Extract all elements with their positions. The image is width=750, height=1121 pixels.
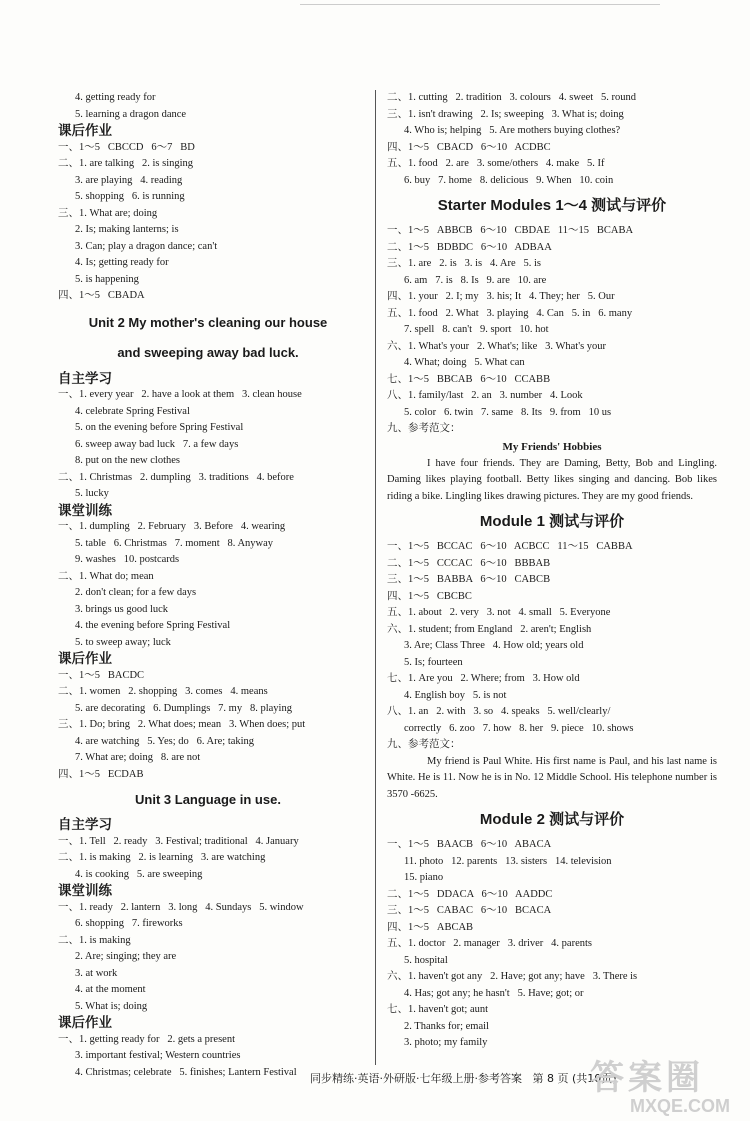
answer-line: 二、1. are talking 2. is singing: [58, 158, 194, 169]
answer-line: 7. spell 8. can't 9. sport 10. hot: [404, 324, 549, 335]
answer-line: 5. to sweep away; luck: [75, 636, 171, 648]
section-heading: 课后作业: [58, 651, 112, 666]
answer-line: 五、1. about 2. very 3. not 4. small 5. Everyone: [387, 607, 611, 618]
answer-line: 六、1. student; from England 2. aren't; English: [387, 623, 592, 635]
answer-line: 六、1. haven't got any 2. Have; got any; have 3. There is: [387, 971, 638, 982]
answer-line: 4. English boy 5. is not: [404, 689, 507, 701]
answer-line: 6. shopping 7. fireworks: [75, 918, 183, 929]
answer-line: 3. at work: [75, 967, 118, 979]
answer-line: 4. are watching 5. Yes; do 6. Are; taking: [75, 735, 255, 747]
section-heading: 课堂训练: [58, 883, 112, 898]
answer-line: 四、1～5 CBACD 6～10 ACDBC: [387, 141, 551, 153]
answer-line: 5. shopping 6. is running: [75, 191, 185, 202]
answer-line: 5. lucky: [75, 488, 109, 499]
answer-line: 3. photo; my family: [404, 1037, 488, 1048]
answer-line: 6. am 7. is 8. Is 9. are 10. are: [404, 274, 547, 286]
answer-line: 4. celebrate Spring Festival: [75, 405, 190, 417]
answer-line: 八、1. family/last 2. an 3. number 4. Look: [387, 390, 583, 401]
answer-line: 四、1～5 CBADA: [58, 290, 145, 301]
answer-line: 5. What is; doing: [75, 1000, 148, 1012]
section-heading: 课堂训练: [58, 502, 112, 518]
left-column: [58, 90, 358, 1081]
essay-paragraph: I have four friends. They are Daming, Betty, Bob and Lingling. Daming likes playing football. Betty likes singing and dancing. Bob likes riding a bike. Lingling likes drawing pictures. They are my good friends.: [387, 457, 717, 502]
answer-line: 四、1. your 2. I; my 3. his; It 4. They; her 5. Our: [387, 291, 615, 302]
answer-line: 5. color 6. twin 7. same 8. Its 9. from 10 us: [404, 406, 612, 418]
answer-line: 4. the evening before Spring Festival: [75, 620, 231, 631]
answer-line: 七、1. haven't got; aunt: [387, 1004, 489, 1015]
answer-line: 4. Christmas; celebrate 5. finishes; Lantern Festival: [75, 1066, 297, 1078]
answer-line: 三、1. Do; bring 2. What does; mean 3. When does; put: [58, 719, 306, 730]
section-heading: 课后作业: [58, 1015, 112, 1030]
answer-line: 三、1～5 CABAC 6～10 BCACA: [387, 905, 552, 916]
unit-title-line: and sweeping away bad luck.: [117, 344, 299, 360]
answer-line: 4. is cooking 5. are sweeping: [75, 868, 203, 880]
answer-line: 四、1～5 CBCBC: [387, 590, 472, 602]
answer-line: 五、1. food 2. What 3. playing 4. Can 5. in 6. many: [387, 307, 633, 319]
answer-line: 9. washes 10. postcards: [75, 554, 180, 565]
watermark-url: MXQE.COM: [629, 1096, 730, 1116]
module-title: Starter Modules 1～4 测试与评价: [437, 197, 667, 214]
answer-line: 3. Can; play a dragon dance; can't: [75, 240, 218, 252]
answer-line: 一、1～5 BCCAC 6～10 ACBCC 11～15 CABBA: [387, 541, 633, 552]
answer-line: 7. What are; doing 8. are not: [75, 752, 201, 763]
section-heading: 课后作业: [58, 123, 112, 138]
watermark-logo: [590, 1060, 730, 1118]
answer-line: 二、1. women 2. shopping 3. comes 4. means: [58, 686, 268, 697]
watermark-text: 答案圈: [590, 1059, 704, 1097]
section-heading: 自主学习: [58, 817, 112, 832]
answer-line: 4. getting ready for: [75, 92, 156, 103]
answer-line: 2. Is; making lanterns; is: [75, 224, 179, 235]
answer-line: 5. on the evening before Spring Festival: [75, 422, 244, 433]
answer-line: 3. are playing 4. reading: [75, 174, 183, 186]
answer-line: 三、1～5 BABBA 6～10 CABCB: [387, 574, 551, 585]
answer-line: 3. Are; Class Three 4. How old; years old: [404, 640, 584, 651]
answer-line: 4. at the moment: [75, 984, 146, 995]
answer-line: 四、1～5 ECDAB: [58, 768, 144, 780]
answer-line: 一、1. getting ready for 2. gets a present: [58, 1033, 235, 1045]
answer-line: 一、1. every year 2. have a look at them 3. clean house: [58, 389, 302, 400]
answer-line: 一、1. Tell 2. ready 3. Festival; traditional 4. January: [58, 835, 299, 847]
answer-line: 4. What; doing 5. What can: [404, 357, 525, 368]
essay-title: My Friends' Hobbies: [502, 440, 602, 453]
answer-line: 二、1～5 CCCAC 6～10 BBBAB: [387, 557, 551, 569]
answer-line: 5. table 6. Christmas 7. moment 8. Anyway: [75, 537, 274, 549]
answer-line: 5. is happening: [75, 273, 139, 285]
answer-line: 二、1. is making 2. is learning 3. are watching: [58, 852, 266, 863]
answer-line: 二、1. Christmas 2. dumpling 3. traditions 4. before: [58, 471, 294, 483]
answer-line: 6. buy 7. home 8. delicious 9. When 10. coin: [404, 174, 614, 186]
answer-line: 4. Is; getting ready for: [75, 257, 169, 268]
answer-line: correctly 6. zoo 7. how 8. her 9. piece 10. shows: [404, 722, 634, 734]
answer-line: 二、1～5 DDACA 6～10 AADDC: [387, 888, 553, 900]
answer-line: 三、1. isn't drawing 2. Is; sweeping 3. What is; doing: [387, 108, 624, 120]
answer-line: 3. important festival; Western countries: [75, 1050, 241, 1061]
answer-line: 二、1～5 BDBDC 6～10 ADBAA: [387, 241, 552, 253]
answer-line: 5. are decorating 6. Dumplings 7. my 8. playing: [75, 702, 292, 714]
answer-line: 五、1. doctor 2. manager 3. driver 4. parents: [387, 938, 592, 949]
answer-line: 五、1. food 2. are 3. some/others 4. make 5. If: [387, 158, 605, 169]
answer-line: 2. Are; singing; they are: [75, 951, 177, 962]
answer-line: 一、1～5 CBCCD 6～7 BD: [58, 141, 195, 153]
answer-line: 三、1. What are; doing: [58, 207, 158, 219]
right-column: [387, 90, 717, 1052]
module-title: Module 2 测试与评价: [479, 811, 625, 828]
answer-line: 5. hospital: [404, 954, 448, 966]
unit-title: Unit 3 Language in use.: [135, 792, 281, 807]
answer-line: 11. photo 12. parents 13. sisters 14. television: [404, 855, 612, 867]
answer-line: 5. learning a dragon dance: [75, 108, 187, 120]
answer-line: 一、1～5 ABBCB 6～10 CBDAE 11～15 BCABA: [387, 225, 634, 236]
module-title: Module 1 测试与评价: [479, 513, 625, 530]
answer-line: 六、1. What's your 2. What's; like 3. What's your: [387, 340, 607, 352]
answer-line: 二、1. is making: [58, 934, 131, 946]
answer-line: 二、1. cutting 2. tradition 3. colours 4. sweet 5. round: [387, 92, 637, 103]
answer-line: 2. don't clean; for a few days: [75, 587, 197, 598]
section-heading: 自主学习: [58, 370, 112, 386]
answer-line: 一、1. dumpling 2. February 3. Before 4. wearing: [58, 521, 286, 532]
answer-line: 4. Has; got any; he hasn't 5. Have; got; or: [404, 987, 584, 999]
answer-line: 5. Is; fourteen: [404, 656, 463, 668]
column-divider: [375, 90, 376, 1065]
answer-line: 三、1. are 2. is 3. is 4. Are 5. is: [387, 258, 541, 269]
answer-line: 3. brings us good luck: [75, 603, 169, 615]
answer-line: 一、1～5 BACDC: [58, 669, 145, 681]
answer-line: 四、1～5 ABCAB: [387, 921, 474, 933]
answer-line: 6. sweep away bad luck 7. a few days: [75, 438, 239, 450]
answer-line: 一、1～5 BAACB 6～10 ABACA: [387, 839, 552, 850]
essay-paragraph: My friend is Paul White. His first name is Paul, and his last name is White. He is 11. Now he is in No. 12 Middle School. His telephone number is 3570 -6625.: [387, 755, 717, 800]
answer-line: 七、1～5 BBCAB 6～10 CCABB: [387, 373, 551, 385]
answer-line: 2. Thanks for; email: [404, 1020, 489, 1032]
top-edge-line: [300, 4, 660, 5]
page-footer: 同步精练·英语·外研版·七年级上册·参考答案 第 8 页 (共10页): [310, 1072, 617, 1085]
answer-line: 4. Who is; helping 5. Are mothers buying clothes?: [404, 125, 621, 136]
answer-line: 九、参考范文：: [387, 739, 461, 750]
answer-line: 8. put on the new clothes: [75, 455, 180, 466]
answer-line: 一、1. ready 2. lantern 3. long 4. Sundays 5. window: [58, 901, 304, 913]
answer-line: 八、1. an 2. with 3. so 4. speaks 5. well/clearly/: [387, 706, 611, 717]
answer-line: 二、1. What do; mean: [58, 570, 154, 582]
unit-title: [58, 308, 358, 368]
unit-title-line: Unit 2 My mother's cleaning our house: [88, 314, 328, 330]
answer-line: 15. piano: [404, 872, 444, 883]
answer-line: 七、1. Are you 2. Where; from 3. How old: [387, 673, 580, 684]
answer-line: 九、参考范文：: [387, 423, 461, 434]
